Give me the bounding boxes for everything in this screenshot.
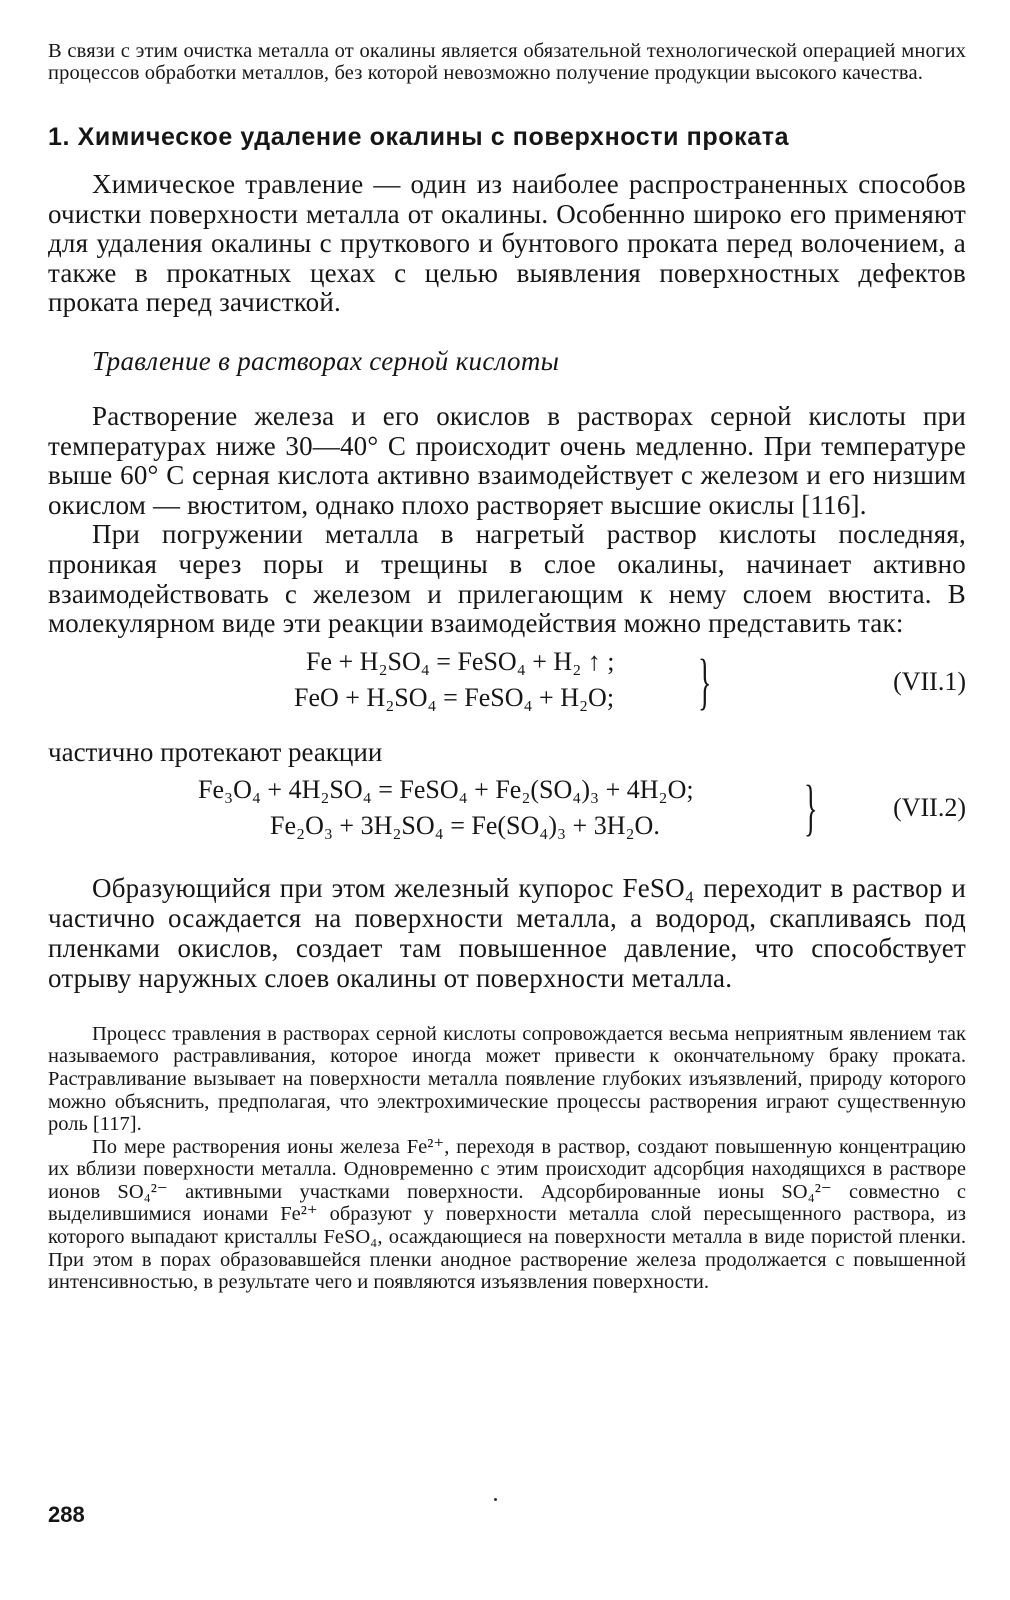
section-title: 1. Химическое удаление окалины с поверхности проката (48, 123, 790, 151)
equation-2-number: (VII.2) (893, 792, 966, 822)
small-paragraph-ions: По мере растворения ионы железа Fe²⁺, переходя в раствор, создают повышенную концентрацию их вблизи поверхности металла. Одновременно с этим происходит адсорбция находящихся в растворе ионов SO₄²⁻ активными участками поверхности. Адсорбированные ионы SO₄²⁻ совместно с выделившимися ионами Fe²⁺ образуют у поверхности металла слой пересыщенного раствора, из которого выпадают кристаллы FeSO₄, осаждающиеся на поверхности металла в виде пористой пленки. При этом в порах образовавшейся пленки анодное растворение железа продолжается с повышенной интенсивностью, в результате чего и появляются изъязвления поверхности. (48, 1135, 966, 1294)
page-number: 288 (48, 1502, 85, 1527)
subsection-title: Травление в растворах серной кислоты (92, 345, 560, 376)
small-paragraph-overetching: Процесс травления в растворах серной кислоты сопровождается весьма неприятным явлением так называемого растравливания, которое иногда может привести к окончательному браку проката. Растравливание вызывает на поверхности металла появление глубоких изъязвлений, природу которого можно объяснить, предполагая, что электрохимические процессы растворения играют существенную роль [117]. (48, 1022, 966, 1136)
paragraph-immersion: При погружении металла в нагретый раствор кислоты последняя, проникая через поры и трещины в слое окалины, начинает активно взаимодействовать с железом и прилегающим к нему слоем вюстита. В молекулярном виде эти реакции взаимодействия можно представить так: (48, 519, 966, 639)
book-page (48, 40, 966, 1294)
paragraph-vitriol: Образующийся при этом железный купорос FeSO₄ переходит в раствор и частично осаждается на поверхности металла, а водород, скапливаясь под пленками окислов, создает там повышенное давление, что способствует отрыву наружных слоев окалины от поверхности металла. (48, 872, 966, 993)
equation-block-1 (48, 641, 966, 735)
paragraph-chemical-etching: Химическое травление — один из наиболее распространенных способов очистки поверхности металла от окалины. Особеннно широко его применяют для удаления окалины с пруткового и бунтового проката перед волочением, а также в прокатных цехах с целью выявления поверхностных дефектов проката перед зачисткой. (48, 169, 966, 318)
equation-1-line-2: FeO + H₂SO₄ = FeSO₄ + H₂O; (294, 682, 615, 712)
equation-2-line-1: Fe₃O₄ + 4H₂SO₄ = FeSO₄ + Fe₂(SO₄)₃ + 4H₂O; (198, 774, 694, 804)
equation-1-number: (VII.1) (893, 666, 966, 696)
partial-reactions-text: частично протекают реакции (48, 736, 383, 767)
print-dot (494, 1498, 497, 1501)
small-print-block (48, 1023, 966, 1294)
equation-2-line-2: Fe₂O₃ + 3H₂SO₄ = Fe(SO₄)₃ + 3H₂O. (270, 810, 660, 840)
intro-paragraph: В связи с этим очистка металла от окалины является обязательной технологической операцией многих процессов обработки металлов, без которой невозможно получение продукции высокого качества. (48, 40, 966, 84)
equation-1-line-1: Fe + H₂SO₄ = FeSO₄ + H₂ ↑ ; (306, 646, 615, 676)
equation-block-2 (48, 771, 966, 859)
equation-1-brace: } (698, 647, 712, 716)
paragraph-dissolution: Растворение железа и его окислов в растворах серной кислоты при температурах ниже 30—40° С происходит очень медленно. При температуре выше 60° С серная кислота активно взаимодействует с железом и его низшим окислом — вюститом, однако плохо растворяет высшие окислы [116]. (48, 400, 966, 520)
equation-2-brace: } (804, 773, 818, 842)
